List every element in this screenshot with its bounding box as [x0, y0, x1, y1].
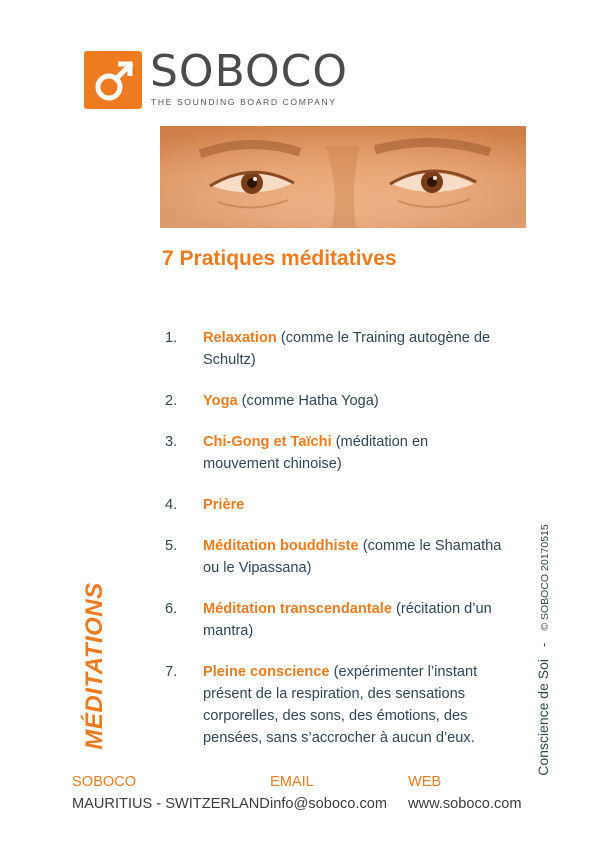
practice-desc: (récitation d’un mantra): [203, 601, 492, 639]
male-symbol-icon: [84, 51, 142, 109]
practice-desc: (comme le Training autogène de Schultz): [203, 330, 491, 368]
list-number: 5.: [165, 538, 178, 554]
practice-desc: (comme le Shamatha ou le Vipassana): [203, 538, 502, 576]
practice-name: Chi-Gong et Taïchi: [203, 434, 332, 450]
brand-name: SOBOCO: [150, 46, 348, 97]
page-title: 7 Pratiques méditatives: [162, 247, 397, 270]
eyes-photo: [160, 126, 526, 228]
practice-name: Yoga: [203, 393, 238, 409]
practice-name: Méditation transcendantale: [203, 601, 392, 617]
brand-tagline: THE SOUNDING BOARD COMPANY: [151, 97, 337, 107]
separator: -: [536, 642, 551, 647]
footer-email-link[interactable]: info@soboco.com: [270, 796, 388, 812]
practice-desc: (comme Hatha Yoga): [237, 393, 379, 409]
soboco-logo: [84, 46, 348, 111]
list-number: 6.: [165, 601, 178, 617]
footer-web-link[interactable]: www.soboco.com: [408, 796, 522, 812]
practice-desc: (expérimenter l’instant présent de la respiration, des sensations corporelles, des sons, des émotions, des pensées, sans s’accrocher à aucun d’eux.: [203, 664, 478, 746]
copyright-label: © SOBOCO 20170515: [539, 524, 551, 631]
list-number: 4.: [165, 497, 178, 513]
footer-email-heading: EMAIL: [270, 774, 314, 790]
logo-mark: [84, 51, 142, 109]
practice-desc: (méditation en mouvement chinoise): [203, 434, 429, 472]
footer-company-value: MAURITIUS - SWITZERLAND: [72, 796, 270, 812]
list-number: 2.: [165, 393, 178, 409]
footer-web-heading: WEB: [408, 774, 442, 790]
practice-name: Relaxation: [203, 330, 277, 346]
side-label-meditations: MÉDITATIONS: [81, 582, 108, 750]
practice-name: Prière: [203, 497, 245, 513]
list-number: 1.: [165, 330, 178, 346]
footer-company-heading: SOBOCO: [72, 774, 137, 790]
practice-name: Méditation bouddhiste: [203, 538, 359, 554]
topic-label: Conscience de Soi: [535, 658, 551, 776]
list-number: 3.: [165, 434, 178, 450]
list-number: 7.: [165, 664, 178, 680]
practice-name: Pleine conscience: [203, 664, 330, 680]
side-label-footer: [535, 524, 553, 775]
